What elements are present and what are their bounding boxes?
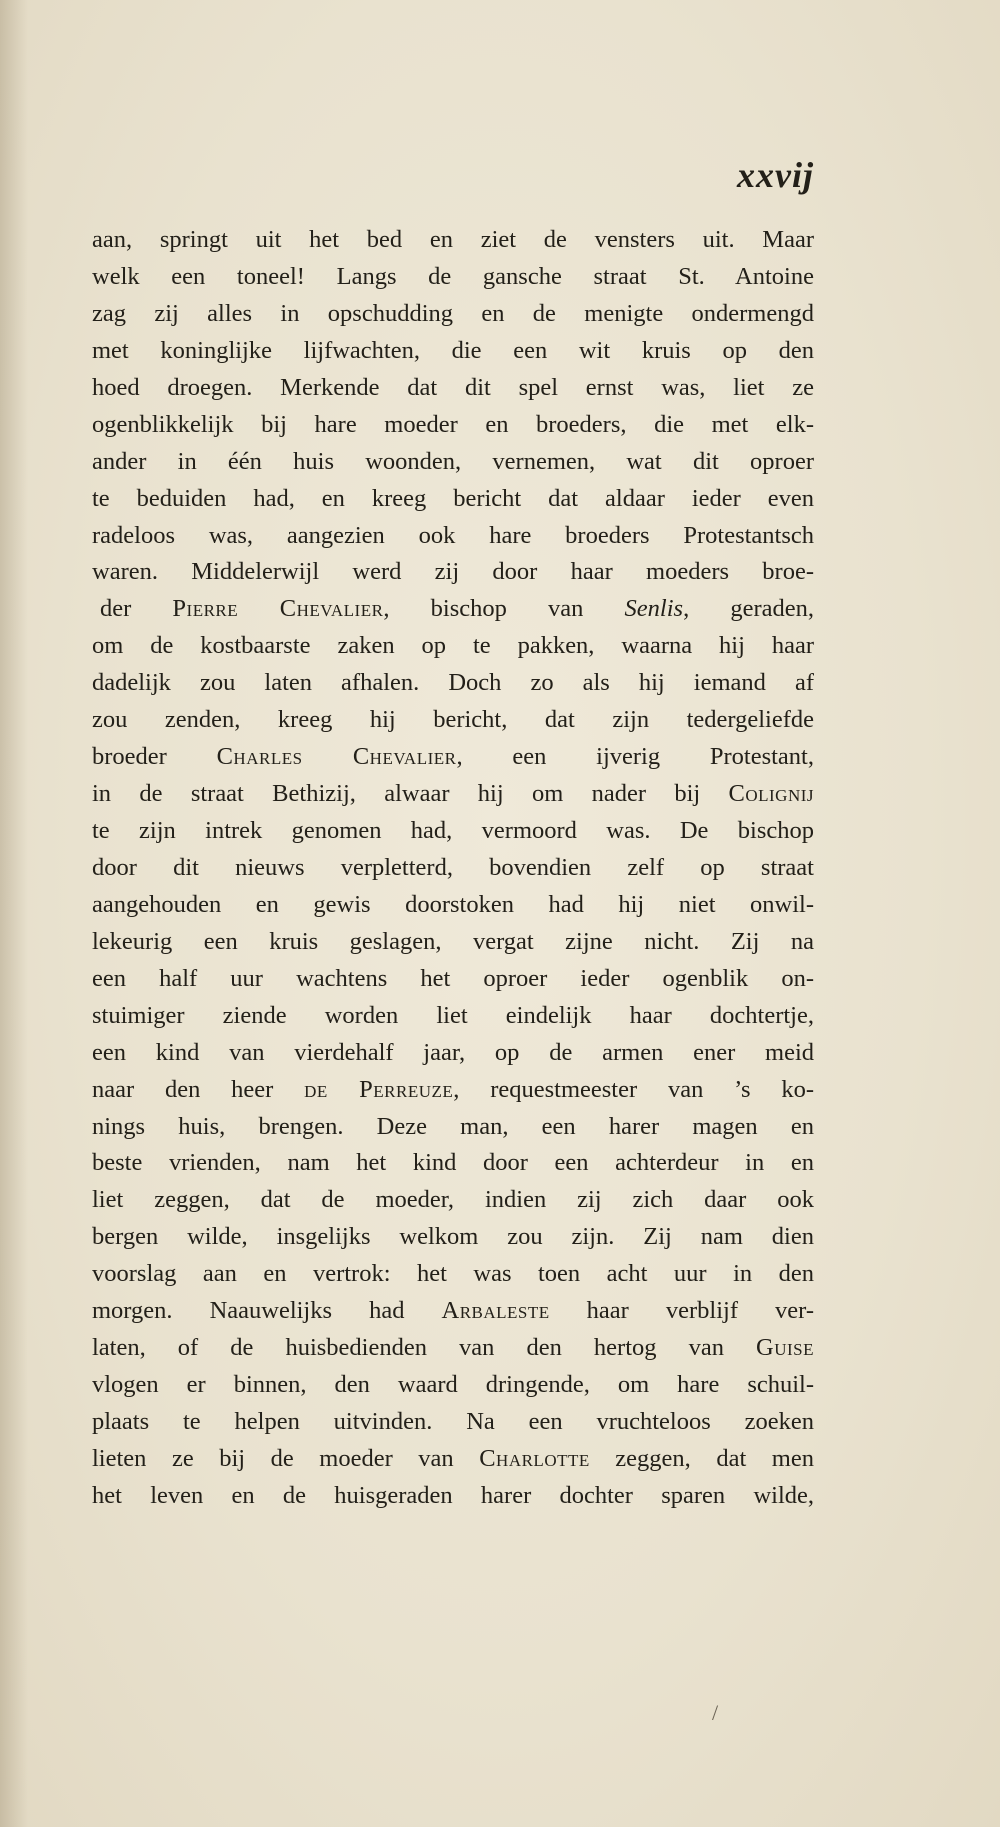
text-line xyxy=(92,702,814,739)
text-line xyxy=(92,1293,814,1330)
text-line xyxy=(92,739,814,776)
text-line xyxy=(92,1367,814,1404)
text-segment: het leven en de huisgeraden harer dochter sparen wilde, xyxy=(92,1481,814,1509)
proper-name: Arbaleste xyxy=(441,1297,550,1325)
text-segment: lekeurig een kruis geslagen, vergat zijne nicht. Zij na xyxy=(92,927,814,955)
text-segment: ogenblikkelijk bij hare moeder en broeders, die met elk- xyxy=(92,410,814,438)
text-line xyxy=(92,554,814,591)
text-line xyxy=(92,333,814,370)
text-segment: naar den heer xyxy=(92,1075,305,1103)
text-segment: in de straat Bethizij, alwaar hij om nader bij xyxy=(92,780,729,808)
text-segment: broeder xyxy=(92,743,217,771)
text-segment: aangehouden en gewis doorstoken had hij niet onwil- xyxy=(92,890,814,918)
proper-name: Colignij xyxy=(728,780,814,808)
text-line xyxy=(92,776,814,813)
proper-name: de Perreuze xyxy=(304,1075,454,1103)
text-segment: een half uur wachtens het oproer ieder ogenblik on- xyxy=(92,964,814,992)
page-header xyxy=(92,150,814,200)
text-line xyxy=(92,1478,814,1515)
text-line xyxy=(92,222,814,259)
text-segment: der xyxy=(100,595,173,623)
text-segment: zeggen, dat men xyxy=(589,1444,814,1472)
text-segment: dadelijk zou laten afhalen. Doch zo als hij iemand af xyxy=(92,669,814,697)
text-segment: voorslag aan en vertrok: het was toen acht uur in den xyxy=(92,1260,814,1288)
text-segment: met koninglijke lijfwachten, die een wit kruis op den xyxy=(92,336,814,364)
text-line xyxy=(92,1404,814,1441)
text-segment: waren. Middelerwijl werd zij door haar moeders broe- xyxy=(92,558,814,586)
text-line xyxy=(92,370,814,407)
text-line xyxy=(92,1145,814,1182)
text-line xyxy=(92,628,814,665)
text-segment: , geraden, xyxy=(683,595,814,623)
text-segment: hoed droegen. Merkende dat dit spel ernst was, liet ze xyxy=(92,373,814,401)
text-segment: lieten ze bij de moeder van xyxy=(92,1444,480,1472)
text-segment: laten, of de huisbedienden van den hertog van xyxy=(92,1334,757,1362)
text-segment: plaats te helpen uitvinden. Na een vruchteloos zoeken xyxy=(92,1408,814,1435)
text-line xyxy=(92,1035,814,1072)
text-line xyxy=(92,259,814,296)
text-segment: , requestmeester van ’s ko- xyxy=(453,1075,814,1103)
text-segment: nings huis, brengen. Deze man, een harer magen en xyxy=(92,1112,814,1140)
text-line xyxy=(92,1256,814,1293)
text-segment: radeloos was, aangezien ook hare broeders Protestantsch xyxy=(92,521,814,549)
text-segment: een kind van vierdehalf jaar, op de armen ener meid xyxy=(92,1038,814,1066)
text-line xyxy=(92,924,814,961)
text-line xyxy=(92,1109,814,1146)
text-line xyxy=(92,481,814,518)
text-segment: vlogen er binnen, den waard dringende, om hare schuil- xyxy=(92,1371,814,1399)
text-segment: welk een toneel! Langs de gansche straat St. Antoine xyxy=(92,262,814,290)
text-segment: stuimiger ziende worden liet eindelijk haar dochtertje, xyxy=(92,1001,814,1029)
text-line xyxy=(92,407,814,444)
gutter-shadow xyxy=(0,0,28,1827)
text-segment: beste vrienden, nam het kind door een achterdeur in en xyxy=(92,1149,814,1177)
text-line xyxy=(92,444,814,481)
page-number: xxvij xyxy=(737,155,814,195)
proper-name: Pierre Chevalier xyxy=(172,595,384,623)
text-segment: zag zij alles in opschudding en de menigte ondermengd xyxy=(92,299,814,327)
text-line xyxy=(92,591,814,628)
text-segment: haar verblijf ver- xyxy=(549,1297,814,1325)
text-segment: door dit nieuws verpletterd, bovendien zelf op straat xyxy=(92,853,814,881)
text-line xyxy=(92,518,814,555)
proper-name: Charles Chevalier xyxy=(216,743,457,771)
text-segment: om de kostbaarste zaken op te pakken, waarna hij haar xyxy=(92,632,814,660)
text-segment: te beduiden had, en kreeg bericht dat aldaar ieder even xyxy=(92,484,814,512)
signature-mark: / xyxy=(712,1700,719,1725)
text-segment: te zijn intrek genomen had, vermoord was. De bischop xyxy=(92,817,814,844)
text-line xyxy=(92,1182,814,1219)
text-line xyxy=(92,1441,814,1478)
text-line xyxy=(92,1219,814,1256)
text-segment: zou zenden, kreeg hij bericht, dat zijn tedergeliefde xyxy=(92,706,814,734)
proper-name: Charlotte xyxy=(479,1444,590,1472)
text-line xyxy=(92,1072,814,1109)
proper-name: Guise xyxy=(756,1334,814,1362)
text-line xyxy=(92,1330,814,1367)
text-line xyxy=(92,813,814,850)
text-line xyxy=(92,665,814,702)
text-line xyxy=(92,961,814,998)
text-segment: ander in één huis woonden, vernemen, wat dit oproer xyxy=(92,447,814,475)
text-line xyxy=(92,296,814,333)
body-text xyxy=(92,222,814,1515)
text-segment: morgen. Naauwelijks had xyxy=(92,1297,442,1325)
text-segment: aan, springt uit het bed en ziet de vensters uit. Maar xyxy=(92,226,814,253)
text-segment: , bischop van xyxy=(383,595,625,623)
text-segment: liet zeggen, dat de moeder, indien zij zich daar ook xyxy=(92,1186,814,1214)
italic-word: Senlis xyxy=(624,595,684,623)
text-line xyxy=(92,887,814,924)
text-line xyxy=(92,998,814,1035)
text-line xyxy=(92,850,814,887)
text-segment: bergen wilde, insgelijks welkom zou zijn. Zij nam dien xyxy=(92,1223,814,1251)
text-segment: , een ijverig Protestant, xyxy=(456,743,814,771)
